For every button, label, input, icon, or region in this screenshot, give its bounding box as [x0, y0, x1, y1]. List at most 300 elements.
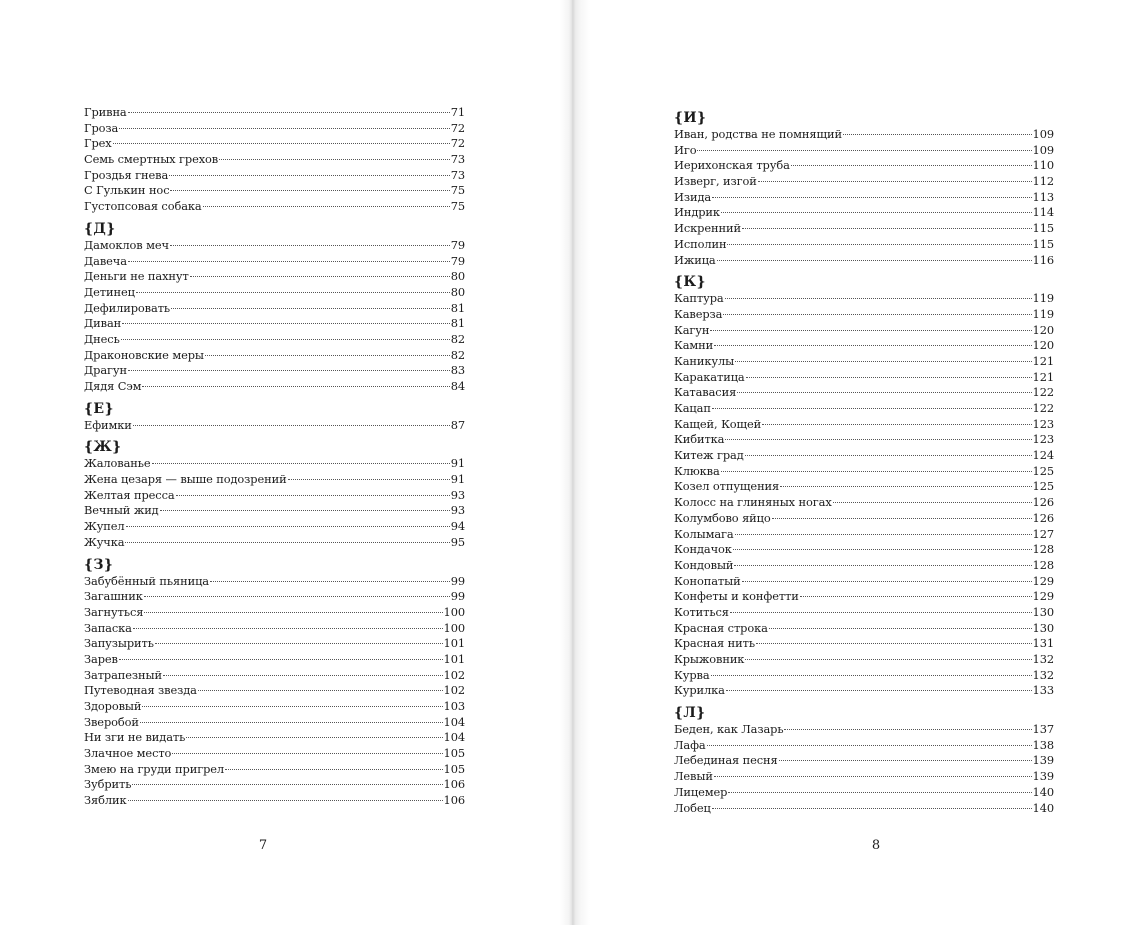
entry-title: Желтая пресса — [84, 487, 175, 502]
entry-page-number: 130 — [1032, 620, 1054, 635]
entry-title: С Гулькин нос — [84, 183, 170, 198]
entry-page-number: 106 — [443, 793, 465, 808]
dot-leader — [198, 689, 443, 691]
toc-entry — [84, 456, 465, 472]
toc-entry — [84, 152, 465, 168]
dot-leader — [152, 462, 450, 464]
entry-title: Жалованье — [84, 456, 151, 471]
entry-title: Затрапезный — [84, 667, 162, 682]
entry-title: Китеж град — [674, 448, 744, 463]
toc-entry — [674, 636, 1054, 652]
toc-entry — [84, 652, 465, 668]
toc-entry — [674, 221, 1054, 237]
section-heading: {З} — [84, 556, 114, 573]
toc-entry — [674, 354, 1054, 370]
toc-entry — [674, 479, 1054, 495]
toc-entry — [84, 715, 465, 731]
toc-entry — [84, 136, 465, 152]
entry-title: Иго — [674, 142, 697, 157]
entry-page-number: 106 — [443, 777, 465, 792]
entry-title: Иерихонская труба — [674, 158, 790, 173]
entry-title: Колумбово яйцо — [674, 510, 771, 525]
toc-entry — [84, 777, 465, 793]
dot-leader — [723, 313, 1031, 315]
entry-title: Крыжовник — [674, 652, 745, 666]
section-heading: {Е} — [84, 400, 114, 417]
toc-entry — [674, 401, 1054, 417]
dot-leader — [122, 322, 450, 324]
dot-leader — [756, 642, 1032, 644]
entry-page-number: 93 — [450, 487, 465, 502]
entry-page-number: 140 — [1032, 784, 1054, 799]
entry-title: Гроздья гнева — [84, 167, 169, 182]
entry-title: Каверза — [674, 306, 723, 321]
toc-entry — [674, 574, 1054, 590]
dot-leader — [210, 580, 450, 582]
right-page — [572, 0, 1144, 925]
toc-entry — [674, 558, 1054, 574]
entry-page-number: 84 — [450, 379, 465, 393]
entry-page-number: 125 — [1032, 479, 1054, 494]
entry-title: Лебединая песня — [674, 753, 778, 768]
dot-leader — [780, 485, 1031, 487]
page-number-right: 8 — [871, 838, 881, 853]
dot-leader — [125, 541, 449, 543]
entry-page-number: 120 — [1032, 338, 1054, 353]
toc-entry — [84, 332, 465, 348]
entry-title: Семь смертных грехов — [84, 152, 219, 167]
toc-entry — [84, 379, 465, 395]
dot-leader — [136, 291, 450, 293]
table-of-contents-left — [84, 105, 465, 814]
entry-page-number: 105 — [443, 746, 465, 761]
entry-title: Красная строка — [674, 620, 768, 635]
toc-section — [674, 109, 1054, 268]
dot-leader — [784, 728, 1031, 730]
dot-leader — [170, 244, 450, 246]
entry-title: Индрик — [674, 205, 720, 220]
entry-page-number: 101 — [443, 651, 465, 666]
entry-title: Лобец — [674, 800, 711, 815]
entry-page-number: 72 — [450, 120, 465, 135]
toc-entry — [674, 370, 1054, 386]
dot-leader — [728, 791, 1031, 793]
dot-leader — [742, 580, 1032, 582]
entry-page-number: 114 — [1032, 205, 1054, 220]
entry-page-number: 100 — [443, 604, 465, 619]
dot-leader — [772, 517, 1032, 519]
entry-title: Катавасия — [674, 385, 737, 400]
page-number-left: 7 — [258, 838, 268, 853]
entry-page-number: 140 — [1032, 800, 1054, 815]
entry-title: Лицемер — [674, 784, 728, 799]
section-heading: {Ж} — [84, 439, 122, 456]
entry-title: Курилка — [674, 683, 725, 698]
entry-page-number: 130 — [1032, 604, 1054, 619]
entry-page-number: 138 — [1032, 737, 1054, 752]
entry-title: Беден, как Лазарь — [674, 722, 784, 737]
entry-page-number: 81 — [450, 316, 465, 331]
entry-page-number: 87 — [450, 417, 465, 432]
dot-leader — [133, 424, 450, 426]
entry-title: Зяблик — [84, 793, 127, 808]
toc-entry — [674, 237, 1054, 253]
toc-entry — [84, 488, 465, 504]
entry-page-number: 129 — [1032, 573, 1054, 588]
entry-page-number: 83 — [450, 363, 465, 378]
entry-page-number: 75 — [450, 199, 465, 214]
toc-entry — [84, 699, 465, 715]
toc-entry — [674, 291, 1054, 307]
toc-entry — [674, 769, 1054, 785]
toc-entry — [84, 472, 465, 488]
entry-title: Каптура — [674, 291, 724, 306]
entry-title: Камни — [674, 338, 714, 353]
dot-leader — [711, 674, 1032, 676]
entry-title: Днесь — [84, 331, 120, 346]
dot-leader — [727, 243, 1031, 245]
entry-title: Исполин — [674, 236, 727, 251]
dot-leader — [186, 736, 442, 738]
entry-page-number: 105 — [443, 761, 465, 776]
entry-page-number: 81 — [450, 300, 465, 315]
toc-entry — [674, 174, 1054, 190]
entry-title: Колосс на глиняных ногах — [674, 495, 832, 510]
entry-title: Зарев — [84, 651, 118, 666]
entry-title: Гроза — [84, 120, 119, 135]
section-heading: {К} — [674, 274, 706, 291]
toc-entry — [674, 738, 1054, 754]
toc-entry — [84, 348, 465, 364]
entry-title: Изверг, изгой — [674, 174, 757, 189]
dot-leader — [730, 611, 1032, 613]
entry-title: Жупел — [84, 519, 125, 534]
entry-page-number: 109 — [1032, 142, 1054, 157]
entry-page-number: 116 — [1032, 252, 1054, 267]
toc-entry — [84, 285, 465, 301]
entry-page-number: 82 — [450, 347, 465, 362]
entry-page-number: 79 — [450, 253, 465, 268]
dot-leader — [725, 297, 1032, 299]
toc-entry — [84, 269, 465, 285]
entry-page-number: 79 — [450, 237, 465, 252]
dot-leader — [144, 595, 450, 597]
dot-leader — [163, 674, 443, 676]
entry-title: Каникулы — [674, 353, 735, 368]
toc-entry — [674, 722, 1054, 738]
entry-title: Запаска — [84, 620, 132, 635]
entry-page-number: 103 — [443, 699, 465, 713]
dot-leader — [172, 752, 442, 754]
entry-title: Ефимки — [84, 417, 132, 432]
dot-leader — [791, 164, 1032, 166]
entry-page-number: 99 — [450, 573, 465, 588]
entry-page-number: 80 — [450, 284, 465, 299]
entry-page-number: 115 — [1032, 236, 1054, 251]
dot-leader — [733, 548, 1032, 550]
entry-title: Кащей, Кощей — [674, 416, 762, 431]
entry-title: Конопатый — [674, 573, 741, 588]
entry-page-number: 115 — [1032, 221, 1054, 236]
entry-page-number: 128 — [1032, 542, 1054, 557]
entry-title: Детинец — [84, 284, 135, 299]
entry-title: Иван, родства не помнящий — [674, 127, 842, 141]
dot-leader — [128, 799, 443, 801]
entry-title: Ижица — [674, 252, 716, 267]
toc-entry — [84, 621, 465, 637]
toc-entry — [84, 199, 465, 215]
toc-entry — [84, 503, 465, 519]
toc-entry — [674, 668, 1054, 684]
dot-leader — [128, 260, 450, 262]
entry-page-number: 73 — [450, 152, 465, 167]
dot-leader — [170, 189, 449, 191]
entry-page-number: 101 — [443, 636, 465, 651]
dot-leader — [133, 627, 443, 629]
entry-title: Вечный жид — [84, 503, 159, 518]
toc-entry — [84, 683, 465, 699]
dot-leader — [697, 149, 1031, 151]
toc-entry — [674, 801, 1054, 817]
dot-leader — [160, 509, 450, 511]
dot-leader — [714, 344, 1031, 346]
dot-leader — [712, 407, 1032, 409]
entry-title: Клюква — [674, 463, 720, 478]
dot-leader — [721, 470, 1032, 472]
entry-title: Забубённый пьяница — [84, 573, 209, 588]
entry-title: Драгун — [84, 363, 128, 378]
book-gutter-shadow — [560, 0, 590, 925]
entry-page-number: 123 — [1032, 416, 1054, 431]
entry-page-number: 75 — [450, 183, 465, 198]
entry-title: Дефилировать — [84, 300, 170, 315]
entry-title: Котиться — [674, 604, 729, 619]
toc-entry — [674, 448, 1054, 464]
entry-page-number: 91 — [450, 472, 465, 487]
toc-entry — [84, 574, 465, 590]
entry-page-number: 120 — [1032, 322, 1054, 337]
toc-entry — [84, 730, 465, 746]
entry-page-number: 129 — [1032, 589, 1054, 604]
entry-title: Запузырить — [84, 636, 154, 651]
dot-leader — [155, 642, 443, 644]
dot-leader — [742, 227, 1032, 229]
entry-title: Густопсовая собака — [84, 199, 202, 214]
entry-title: Курва — [674, 667, 710, 682]
dot-leader — [171, 307, 450, 309]
dot-leader — [735, 360, 1031, 362]
toc-entry — [674, 323, 1054, 339]
toc-entry — [674, 511, 1054, 527]
entry-page-number: 122 — [1032, 385, 1054, 400]
entry-page-number: 100 — [443, 620, 465, 635]
entry-title: Гривна — [84, 105, 127, 119]
dot-leader — [769, 627, 1032, 629]
entry-title: Злачное место — [84, 746, 172, 761]
entry-title: Грех — [84, 136, 112, 151]
dot-leader — [113, 142, 450, 144]
toc-entry — [84, 535, 465, 551]
toc-entry — [674, 432, 1054, 448]
toc-entry — [84, 418, 465, 434]
dot-leader — [746, 376, 1032, 378]
toc-entry — [84, 636, 465, 652]
dot-leader — [140, 721, 443, 723]
entry-title: Деньги не пахнут — [84, 269, 189, 284]
toc-entry — [84, 183, 465, 199]
entry-title: Кагун — [674, 322, 710, 337]
entry-page-number: 123 — [1032, 432, 1054, 447]
dot-leader — [121, 338, 450, 340]
dot-leader — [144, 611, 442, 613]
entry-title: Давеча — [84, 253, 127, 268]
toc-entry — [84, 668, 465, 684]
dot-leader — [225, 768, 443, 770]
dot-leader — [119, 127, 450, 129]
entry-page-number: 125 — [1032, 463, 1054, 478]
entry-page-number: 126 — [1032, 510, 1054, 525]
toc-entry — [674, 652, 1054, 668]
entry-title: Дамоклов меч — [84, 237, 169, 252]
entry-title: Левый — [674, 769, 713, 784]
toc-entry — [674, 621, 1054, 637]
toc-section — [84, 556, 465, 809]
toc-entry — [84, 746, 465, 762]
toc-entry — [674, 127, 1054, 143]
dot-leader — [288, 478, 450, 480]
entry-title: Дядя Сэм — [84, 379, 142, 393]
entry-page-number: 93 — [450, 503, 465, 518]
dot-leader — [712, 807, 1032, 809]
toc-entry — [84, 301, 465, 317]
entry-page-number: 122 — [1032, 401, 1054, 415]
entry-page-number: 121 — [1032, 369, 1054, 384]
entry-page-number: 99 — [450, 589, 465, 604]
toc-section — [674, 704, 1054, 816]
entry-title: Лафа — [674, 737, 706, 752]
toc-entry — [674, 158, 1054, 174]
entry-title: Жена цезаря — выше подозрений — [84, 472, 287, 487]
dot-leader — [128, 369, 450, 371]
entry-page-number: 113 — [1032, 189, 1054, 204]
entry-page-number: 80 — [450, 269, 465, 284]
dot-leader — [119, 658, 443, 660]
entry-title: Кацап — [674, 401, 711, 415]
dot-leader — [203, 205, 450, 207]
dot-leader — [721, 211, 1032, 213]
entry-title: Изида — [674, 189, 712, 204]
dot-leader — [126, 525, 450, 527]
toc-entry — [674, 253, 1054, 269]
dot-leader — [132, 783, 442, 785]
section-heading: {Д} — [84, 220, 116, 237]
dot-leader — [726, 689, 1032, 691]
entry-title: Кондачок — [674, 542, 732, 557]
entry-page-number: 112 — [1032, 174, 1054, 189]
dot-leader — [843, 133, 1032, 135]
dot-leader — [745, 658, 1031, 660]
entry-title: Жучка — [84, 534, 125, 549]
toc-entry — [674, 589, 1054, 605]
left-page — [0, 0, 570, 925]
entry-page-number: 104 — [443, 714, 465, 729]
dot-leader — [205, 354, 450, 356]
toc-entry — [84, 363, 465, 379]
dot-leader — [142, 385, 449, 387]
toc-entry — [674, 205, 1054, 221]
toc-section — [84, 220, 465, 395]
toc-entry — [674, 385, 1054, 401]
entry-title: Путеводная звезда — [84, 683, 197, 698]
toc-section — [84, 400, 465, 434]
dot-leader — [128, 111, 450, 113]
entry-page-number: 121 — [1032, 353, 1054, 368]
entry-page-number: 104 — [443, 730, 465, 745]
entry-title: Зверобой — [84, 714, 139, 729]
dot-leader — [714, 775, 1032, 777]
toc-entry — [84, 168, 465, 184]
toc-entry — [84, 105, 465, 121]
dot-leader — [833, 501, 1032, 503]
entry-page-number: 132 — [1032, 667, 1054, 682]
toc-entry — [674, 464, 1054, 480]
toc-entry — [84, 762, 465, 778]
entry-title: Зубрить — [84, 777, 132, 792]
toc-entry — [674, 307, 1054, 323]
entry-title: Драконовские меры — [84, 347, 204, 362]
dot-leader — [176, 494, 450, 496]
dot-leader — [169, 174, 450, 176]
entry-title: Кибитка — [674, 432, 725, 447]
entry-title: Каракатица — [674, 369, 745, 384]
entry-title: Козел отпущения — [674, 479, 780, 494]
toc-entry — [84, 254, 465, 270]
entry-page-number: 139 — [1032, 769, 1054, 784]
entry-page-number: 82 — [450, 331, 465, 346]
entry-title: Загнуться — [84, 604, 144, 619]
toc-entry — [84, 238, 465, 254]
dot-leader — [712, 196, 1032, 198]
entry-page-number: 139 — [1032, 753, 1054, 768]
dot-leader — [779, 759, 1032, 761]
entry-title: Змею на груди пригрел — [84, 761, 225, 776]
dot-leader — [142, 705, 442, 707]
entry-page-number: 72 — [450, 136, 465, 151]
toc-entry — [84, 589, 465, 605]
toc-entry — [674, 190, 1054, 206]
toc-entry — [84, 519, 465, 535]
toc-entry — [84, 793, 465, 809]
entry-title: Красная нить — [674, 636, 755, 651]
entry-page-number: 137 — [1032, 722, 1054, 737]
entry-page-number: 119 — [1032, 306, 1054, 321]
dot-leader — [734, 564, 1031, 566]
entry-title: Искренний — [674, 221, 741, 236]
dot-leader — [800, 595, 1032, 597]
toc-entry — [84, 121, 465, 137]
toc-entry — [674, 143, 1054, 159]
dot-leader — [725, 438, 1031, 440]
entry-page-number: 71 — [450, 105, 465, 119]
dot-leader — [710, 329, 1031, 331]
toc-entry — [84, 316, 465, 332]
toc-section — [674, 273, 1054, 699]
dot-leader — [190, 275, 450, 277]
toc-entry — [674, 495, 1054, 511]
entry-page-number: 94 — [450, 519, 465, 534]
toc-entry — [674, 338, 1054, 354]
entry-title: Кондовый — [674, 557, 734, 572]
